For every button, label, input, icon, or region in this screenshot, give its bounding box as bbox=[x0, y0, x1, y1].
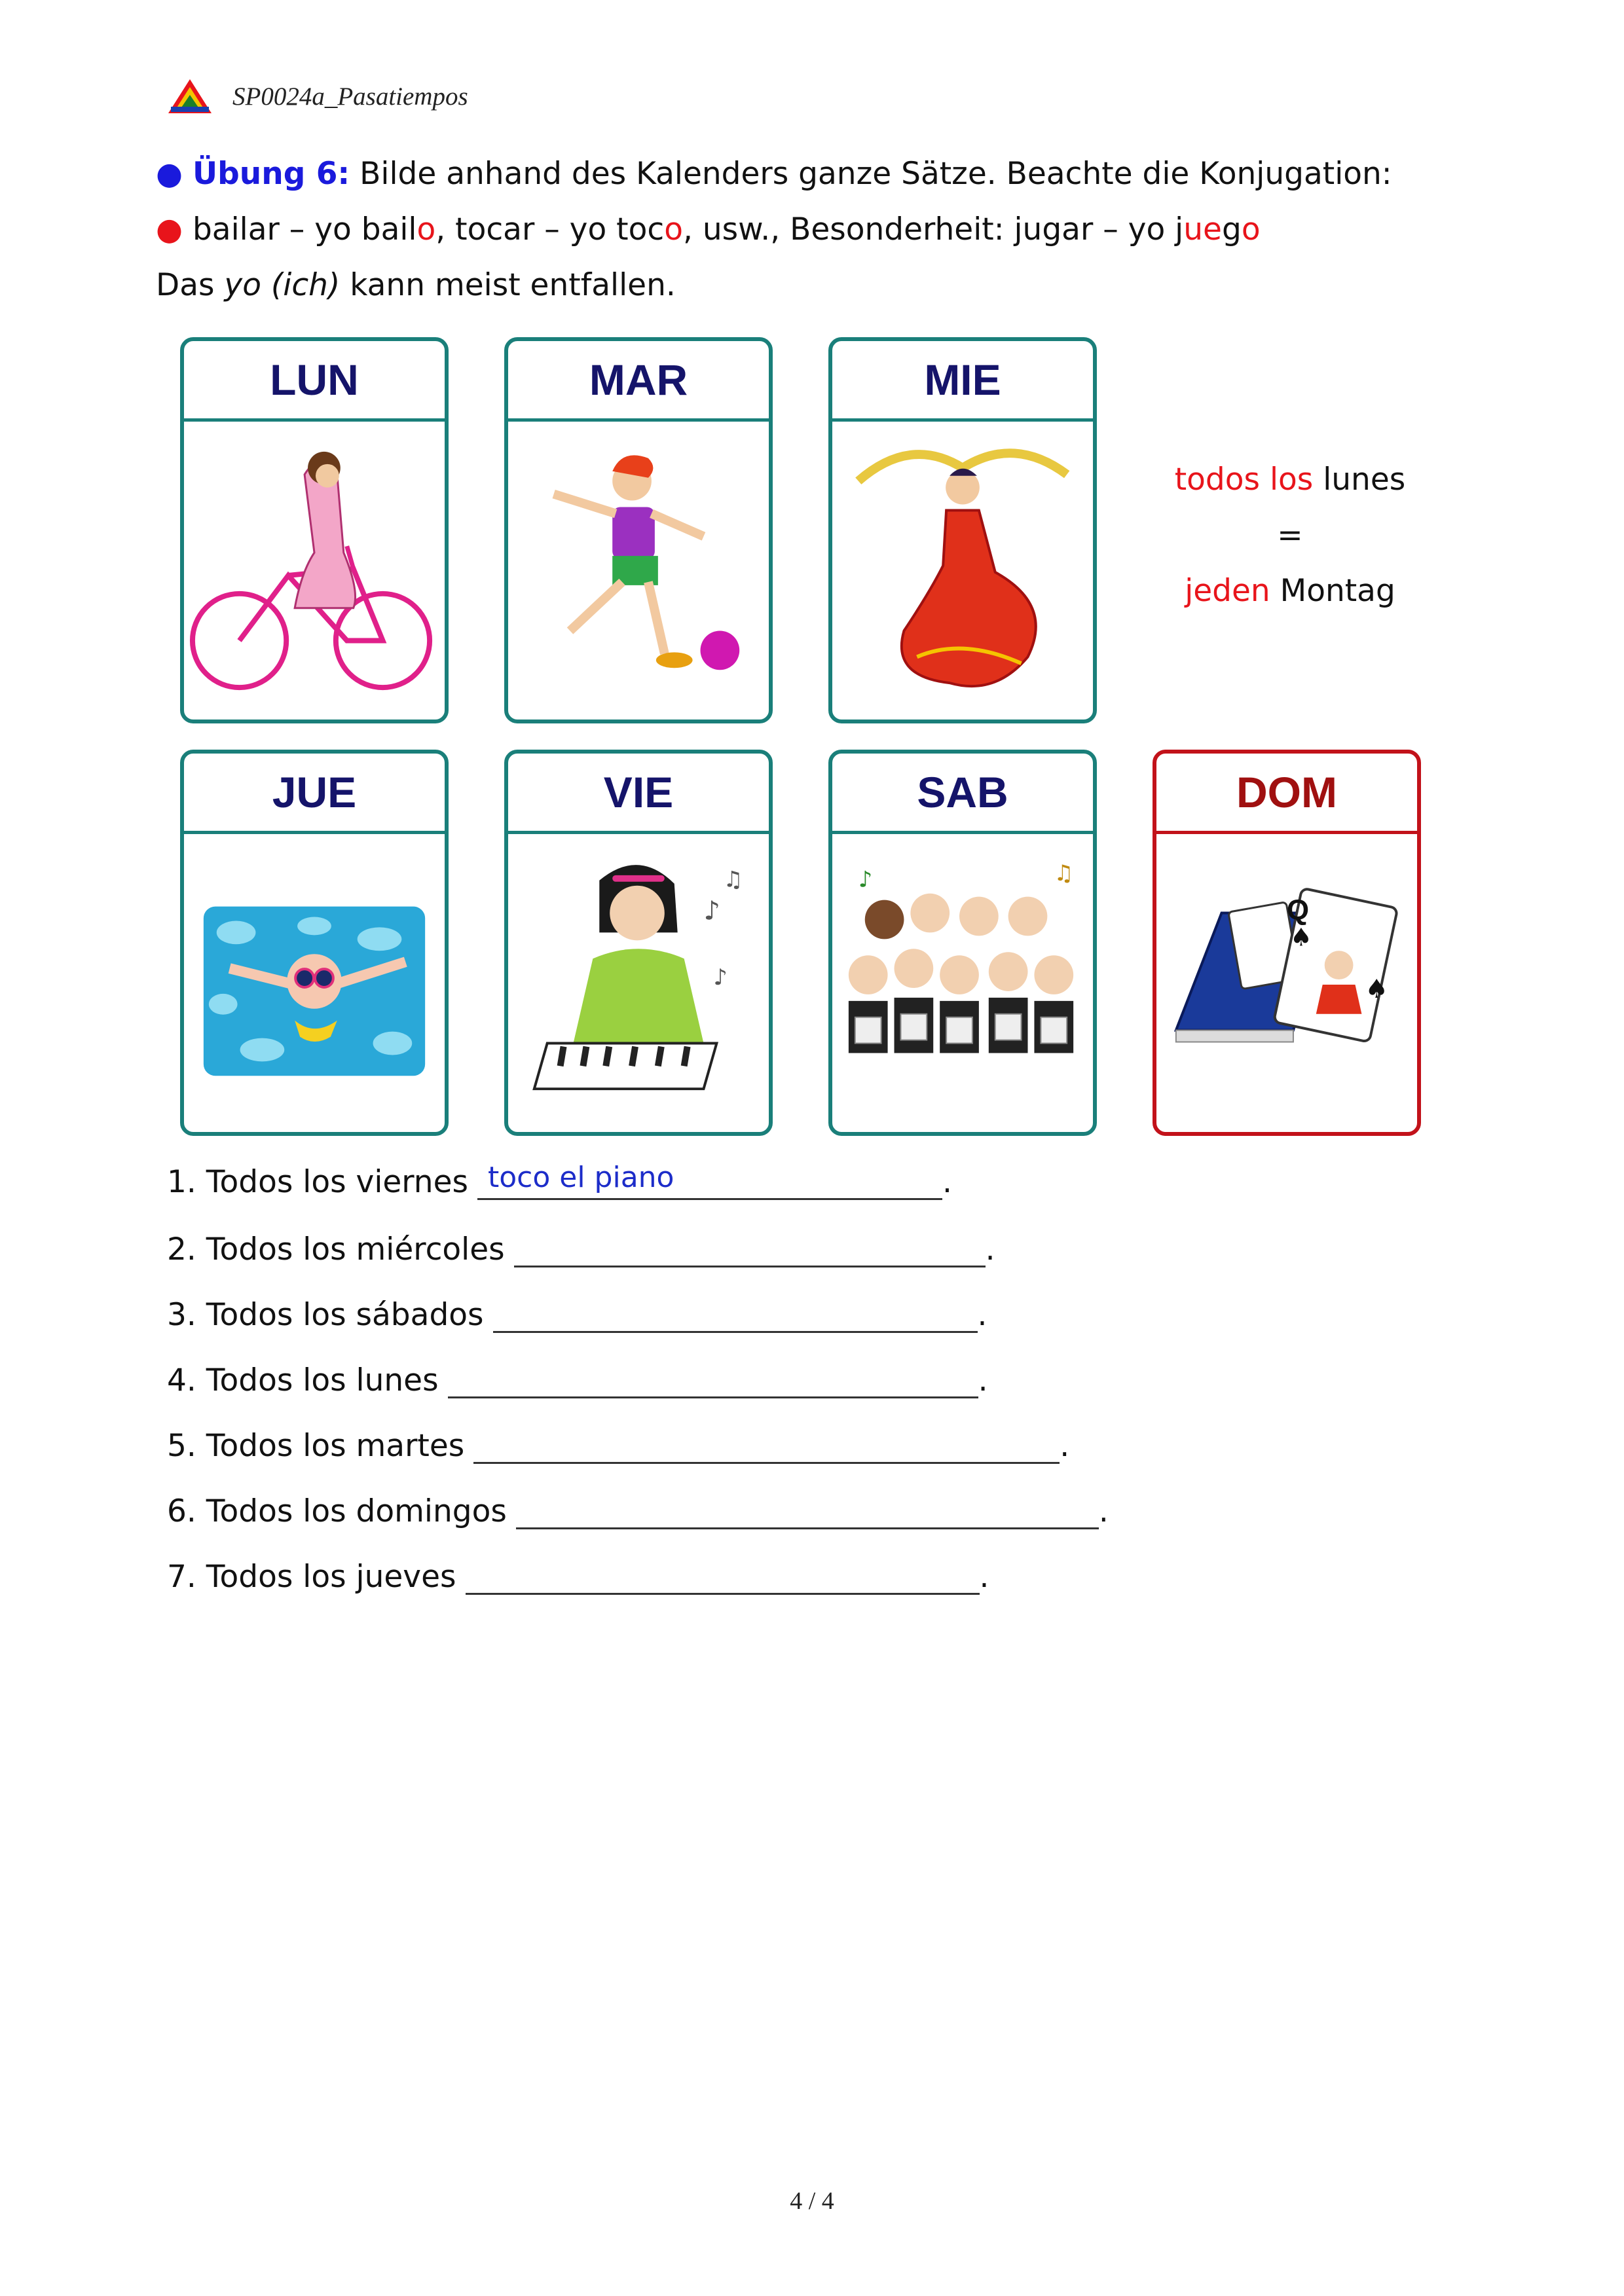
calendar-card-mar bbox=[504, 337, 773, 723]
exercise-item bbox=[167, 1557, 989, 1595]
svg-text:♪: ♪ bbox=[858, 866, 873, 892]
verb-ending-highlight: o bbox=[416, 211, 436, 247]
answer-blank[interactable] bbox=[473, 1426, 1060, 1464]
conjugation-text: , usw., Besonderheit: jugar – yo j bbox=[682, 211, 1184, 247]
exercise-item bbox=[167, 1360, 988, 1398]
triangle-logo-icon bbox=[167, 78, 213, 115]
conjugation-text: g bbox=[1221, 211, 1242, 247]
conjugation-text: bailar – yo bail bbox=[192, 211, 417, 247]
yo-ich-term: yo (ich) bbox=[224, 267, 341, 303]
document-title: SP0024a_Pasatiempos bbox=[232, 82, 468, 111]
exercise-number: 2. bbox=[167, 1231, 196, 1267]
instruction-line-3 bbox=[156, 267, 676, 303]
answer-blank[interactable] bbox=[477, 1162, 942, 1200]
instruction-text: Bilde anhand des Kalenders ganze Sätze. Beachte die Konjugation: bbox=[350, 156, 1392, 192]
girl-kicking-ball-icon bbox=[508, 422, 769, 720]
exercise-period: . bbox=[985, 1231, 995, 1267]
exercise-item bbox=[167, 1426, 1069, 1464]
exercise-item bbox=[167, 1230, 995, 1267]
calendar-card-lun bbox=[180, 337, 449, 723]
flamenco-dancer-icon bbox=[832, 422, 1093, 720]
exercise-period: . bbox=[942, 1164, 952, 1200]
exercise-prompt: Todos los sábados bbox=[196, 1297, 484, 1333]
note-equals: = bbox=[1277, 517, 1303, 553]
svg-text:Q: Q bbox=[1287, 894, 1310, 926]
exercise-item bbox=[167, 1295, 987, 1333]
bullet-icon: ● bbox=[156, 156, 183, 192]
page-number: 4 / 4 bbox=[790, 2187, 834, 2215]
svg-text:♫: ♫ bbox=[1054, 860, 1074, 886]
day-label: MAR bbox=[508, 341, 769, 422]
exercise-period: . bbox=[978, 1362, 988, 1398]
exercise-number: 6. bbox=[167, 1493, 196, 1529]
verb-ending-highlight: ue bbox=[1183, 211, 1222, 247]
verb-ending-highlight: o bbox=[1241, 211, 1261, 247]
day-label: JUE bbox=[184, 754, 445, 834]
svg-text:♪: ♪ bbox=[713, 964, 728, 990]
exercise-period: . bbox=[1098, 1493, 1109, 1529]
calendar-card-vie bbox=[504, 750, 773, 1136]
exercise-prompt: Todos los viernes bbox=[196, 1164, 468, 1200]
svg-text:♪: ♪ bbox=[703, 896, 720, 926]
day-label: DOM bbox=[1156, 754, 1417, 834]
answer-blank[interactable] bbox=[514, 1230, 986, 1267]
exercise-prompt: Todos los lunes bbox=[196, 1362, 439, 1398]
exercise-item bbox=[167, 1491, 1109, 1529]
conjugation-text: , tocar – yo toc bbox=[435, 211, 665, 247]
day-label: VIE bbox=[508, 754, 769, 834]
answer-blank[interactable] bbox=[493, 1295, 978, 1333]
instruction-line-1 bbox=[156, 156, 1392, 192]
calendar-card-dom bbox=[1153, 750, 1421, 1136]
exercise-number: 3. bbox=[167, 1297, 196, 1333]
exercise-prompt: Todos los domingos bbox=[196, 1493, 507, 1529]
exercise-prompt: Todos los martes bbox=[196, 1428, 465, 1464]
instruction-text: kann meist entfallen. bbox=[340, 267, 676, 303]
exercise-number: 7. bbox=[167, 1559, 196, 1595]
exercise-prompt: Todos los jueves bbox=[196, 1559, 456, 1595]
svg-text:♠: ♠ bbox=[1365, 974, 1389, 1004]
document-header bbox=[167, 73, 468, 119]
answer-blank[interactable] bbox=[448, 1360, 978, 1398]
exercise-prompt: Todos los miércoles bbox=[196, 1231, 505, 1267]
exercise-item bbox=[167, 1162, 952, 1200]
exercise-period: . bbox=[979, 1559, 989, 1595]
playing-cards-icon bbox=[1156, 834, 1417, 1132]
exercise-period: . bbox=[977, 1297, 987, 1333]
note-spanish: todos los bbox=[1174, 462, 1314, 498]
exercise-period: . bbox=[1060, 1428, 1070, 1464]
swimming-girl-icon bbox=[184, 834, 445, 1132]
note-german: jeden bbox=[1185, 573, 1270, 609]
exercise-number: 1. bbox=[167, 1164, 196, 1200]
day-label: MIE bbox=[832, 341, 1093, 422]
instruction-line-2 bbox=[156, 211, 1261, 247]
calendar-card-jue bbox=[180, 750, 449, 1136]
bicycle-girl-icon bbox=[184, 422, 445, 720]
answer-blank[interactable] bbox=[516, 1491, 1099, 1529]
svg-text:♫: ♫ bbox=[723, 866, 743, 892]
calendar-card-mie bbox=[828, 337, 1097, 723]
choir-singing-icon bbox=[832, 834, 1093, 1132]
svg-text:♠: ♠ bbox=[1289, 922, 1312, 952]
exercise-number: 5. bbox=[167, 1428, 196, 1464]
instruction-text: Das bbox=[156, 267, 225, 303]
vocabulary-note bbox=[1153, 452, 1428, 619]
conjugation-examples bbox=[193, 211, 1261, 247]
exercise-number: 4. bbox=[167, 1362, 196, 1398]
note-spanish-day: lunes bbox=[1313, 462, 1406, 498]
girl-playing-piano-icon bbox=[508, 834, 769, 1132]
answer-blank[interactable] bbox=[466, 1557, 980, 1595]
exercise-label: Übung 6: bbox=[192, 156, 350, 192]
answer-text: toco el piano bbox=[488, 1161, 674, 1194]
bullet-icon: ● bbox=[156, 211, 183, 247]
day-label: LUN bbox=[184, 341, 445, 422]
calendar-card-sab bbox=[828, 750, 1097, 1136]
verb-ending-highlight: o bbox=[664, 211, 683, 247]
note-german-day: Montag bbox=[1270, 573, 1395, 609]
day-label: SAB bbox=[832, 754, 1093, 834]
